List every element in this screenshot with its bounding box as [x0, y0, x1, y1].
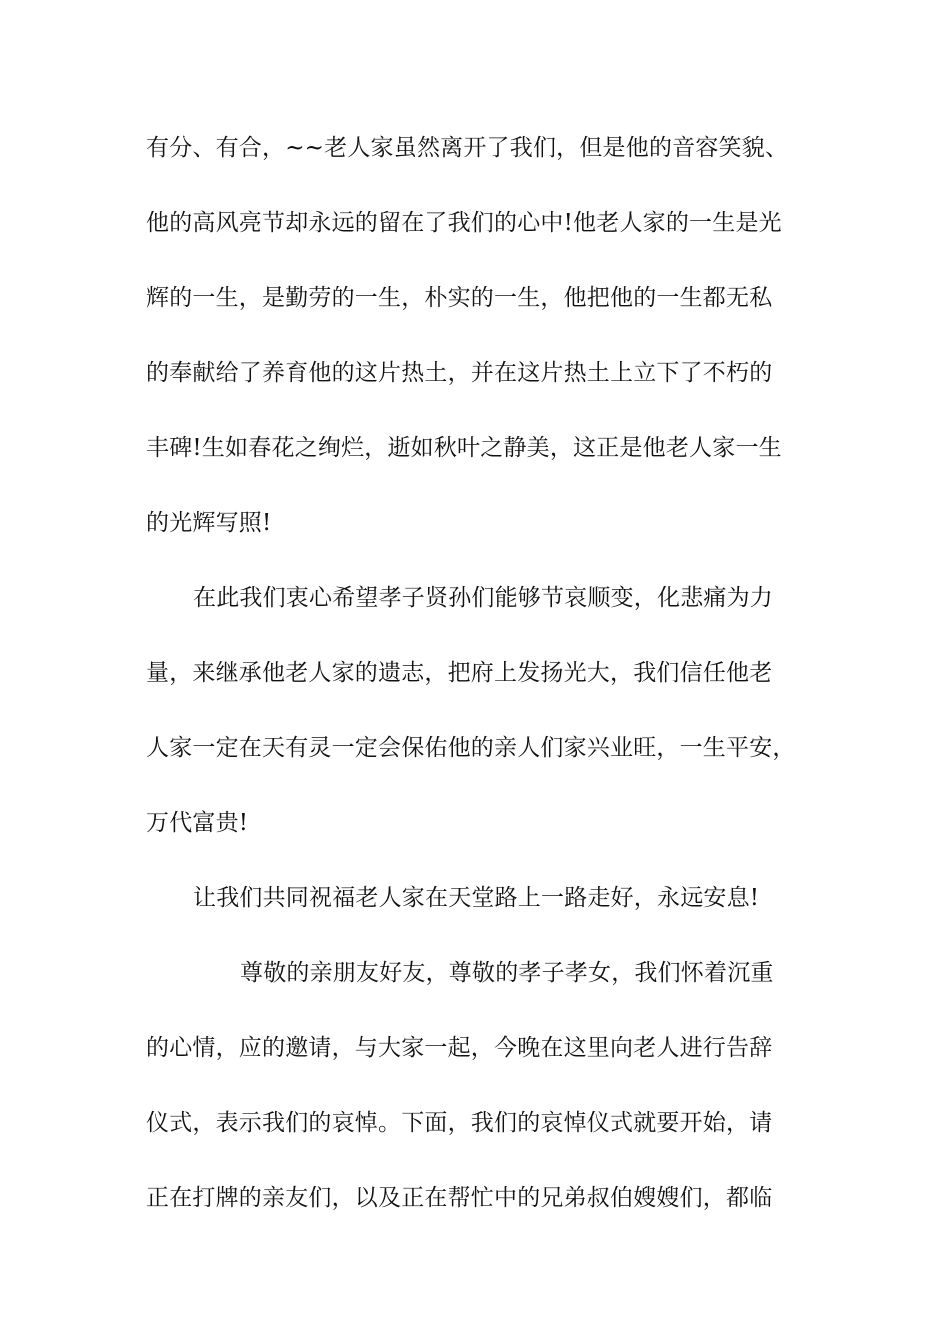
text-line: 他的高风亮节却永远的留在了我们的心中!他老人家的一生是光 [146, 210, 782, 236]
text-line: 万代富贵! [146, 810, 249, 836]
text-line: 正在打牌的亲友们，以及正在帮忙中的兄弟叔伯嫂嫂们，都临 [146, 1185, 773, 1211]
paragraph-start-line: 让我们共同祝福老人家在天堂路上一路走好，永远安息! [193, 885, 760, 911]
text-line: 辉的一生，是勤劳的一生，朴实的一生，他把他的一生都无私 [146, 285, 773, 311]
paragraph-start-line: 尊敬的亲朋友好友，尊敬的孝子孝女，我们怀着沉重 [240, 960, 774, 986]
document-body [146, 128, 826, 1253]
text-line: 量，来继承他老人家的遗志，把府上发扬光大，我们信任他老 [146, 660, 773, 686]
text-line: 仪式，表示我们的哀悼。下面，我们的哀悼仪式就要开始，请 [146, 1110, 773, 1136]
text-line: 的奉献给了养育他的这片热土，并在这片热土上立下了不朽的 [146, 360, 773, 386]
text-line: 丰碑!生如春花之绚烂，逝如秋叶之静美，这正是他老人家一生 [146, 435, 782, 461]
text-line: 人家一定在天有灵一定会保佑他的亲人们家兴业旺，一生平安， [146, 735, 796, 761]
paragraph-start-line: 在此我们衷心希望孝子贤孙们能够节哀顺变，化悲痛为力 [193, 585, 773, 611]
text-line: 有分、有合，~~老人家虽然离开了我们，但是他的音容笑貌、 [146, 135, 789, 161]
text-line: 的心情，应的邀请，与大家一起，今晚在这里向老人进行告辞 [146, 1035, 773, 1061]
text-line: 的光辉写照! [146, 510, 272, 536]
